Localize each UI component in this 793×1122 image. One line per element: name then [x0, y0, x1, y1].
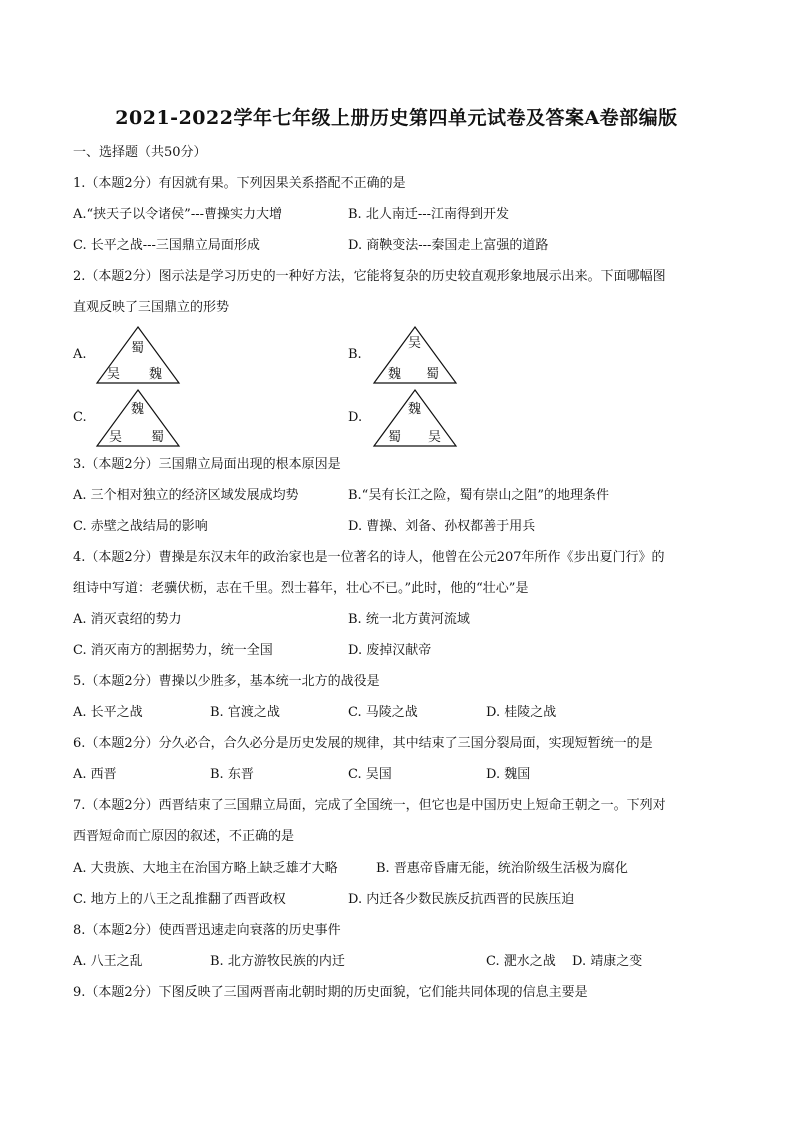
question-6-stem: 6.（本题2分）分久必合，合久必分是历史发展的规律，其中结束了三国分裂局面，实现短暂统一的是 [73, 736, 653, 751]
question-7-stem-line-1: 7.（本题2分）西晋结束了三国鼎立局面，完成了全国统一，但它也是中国历史上短命王朝之一。下列对 [73, 798, 666, 813]
q4-option-c[interactable]: C. 消灭南方的割据势力，统一全国 [73, 643, 273, 658]
q2-b-left-label: 魏 [388, 367, 402, 382]
q5-option-c[interactable]: C. 马陵之战 [348, 705, 418, 720]
q2-b-right-label: 蜀 [426, 367, 440, 382]
question-8-stem: 8.（本题2分）使西晋迅速走向衰落的历史事件 [73, 923, 341, 938]
question-2-stem-line-1: 2.（本题2分）图示法是学习历史的一种好方法，它能将复杂的历史较直观形象地展示出来。下面哪幅图 [73, 269, 666, 284]
q1-option-a[interactable]: A.“挟天子以令诸侯”---曹操实力大增 [73, 207, 282, 222]
q2-option-b-label[interactable]: B. [348, 347, 362, 362]
q2-d-left-label: 蜀 [388, 430, 402, 445]
q1-option-b[interactable]: B. 北人南迁---江南得到开发 [348, 207, 509, 222]
question-3-stem: 3.（本题2分）三国鼎立局面出现的根本原因是 [73, 457, 341, 472]
q8-option-c[interactable]: C. 淝水之战 [486, 954, 556, 969]
q2-option-a-label[interactable]: A. [73, 347, 87, 362]
q5-option-b[interactable]: B. 官渡之战 [210, 705, 280, 720]
q2-a-right-label: 魏 [149, 367, 163, 382]
q5-option-a[interactable]: A. 长平之战 [73, 705, 143, 720]
question-9-stem: 9.（本题2分）下图反映了三国两晋南北朝时期的历史面貌，它们能共同体现的信息主要是 [73, 985, 588, 1000]
q7-option-c[interactable]: C. 地方上的八王之乱推翻了西晋政权 [73, 892, 286, 907]
q3-option-d[interactable]: D. 曹操、刘备、孙权都善于用兵 [348, 519, 536, 534]
q2-option-c-label[interactable]: C. [73, 410, 87, 425]
q3-option-b[interactable]: B.“吴有长江之险，蜀有崇山之阻”的地理条件 [348, 488, 609, 503]
page-title: 2021-2022学年七年级上册历史第四单元试卷及答案A卷部编版 [115, 107, 678, 129]
question-1-stem: 1.（本题2分）有因就有果。下列因果关系搭配不正确的是 [73, 176, 406, 191]
question-4-stem-line-1: 4.（本题2分）曹操是东汉末年的政治家也是一位著名的诗人，他曾在公元207年所作《步出夏门行》的 [73, 550, 665, 565]
q2-a-left-label: 吴 [107, 367, 121, 382]
q2-a-top-label: 蜀 [131, 341, 145, 356]
q1-option-c[interactable]: C. 长平之战---三国鼎立局面形成 [73, 238, 260, 253]
q6-option-c[interactable]: C. 吴国 [348, 767, 392, 782]
q2-option-d-label[interactable]: D. [348, 410, 363, 425]
q2-d-top-label: 魏 [408, 402, 422, 417]
question-2-stem-line-2: 直观反映了三国鼎立的形势 [73, 300, 230, 315]
q5-option-d[interactable]: D. 桂陵之战 [486, 705, 557, 720]
q8-option-b[interactable]: B. 北方游牧民族的内迁 [210, 954, 345, 969]
q8-option-d[interactable]: D. 靖康之变 [572, 954, 643, 969]
q2-option-d-triangle-diagram[interactable] [372, 388, 458, 448]
q8-option-a[interactable]: A. 八王之乱 [73, 954, 143, 969]
q2-d-right-label: 吴 [428, 430, 442, 445]
q3-option-c[interactable]: C. 赤壁之战结局的影响 [73, 519, 208, 534]
q2-option-c-triangle-diagram[interactable] [95, 388, 181, 448]
question-5-stem: 5.（本题2分）曹操以少胜多，基本统一北方的战役是 [73, 674, 380, 689]
question-7-stem-line-2: 西晋短命而亡原因的叙述，不正确的是 [73, 829, 295, 844]
q7-option-a[interactable]: A. 大贵族、大地主在治国方略上缺乏雄才大略 [73, 861, 338, 876]
q2-c-left-label: 吴 [109, 430, 123, 445]
q2-b-top-label: 吴 [408, 336, 422, 351]
q2-option-a-triangle-diagram[interactable] [95, 325, 181, 385]
q1-option-d[interactable]: D. 商鞅变法---秦国走上富强的道路 [348, 238, 549, 253]
section-heading: 一、选择题（共50分） [73, 145, 207, 160]
q2-c-right-label: 蜀 [151, 430, 165, 445]
q4-option-a[interactable]: A. 消灭袁绍的势力 [73, 612, 182, 627]
q3-option-a[interactable]: A. 三个相对独立的经济区域发展成均势 [73, 488, 299, 503]
q7-option-d[interactable]: D. 内迁各少数民族反抗西晋的民族压迫 [348, 892, 575, 907]
q6-option-a[interactable]: A. 西晋 [73, 767, 117, 782]
q2-c-top-label: 魏 [131, 402, 145, 417]
q6-option-d[interactable]: D. 魏国 [486, 767, 531, 782]
question-4-stem-line-2: 组诗中写道：老骥伏枥，志在千里。烈士暮年，壮心不已。”此时，他的“壮心”是 [73, 581, 529, 596]
q2-option-b-triangle-diagram[interactable] [372, 325, 458, 385]
q6-option-b[interactable]: B. 东晋 [210, 767, 254, 782]
q7-option-b[interactable]: B. 晋惠帝昏庸无能，统治阶级生活极为腐化 [376, 861, 628, 876]
q4-option-b[interactable]: B. 统一北方黄河流域 [348, 612, 470, 627]
q4-option-d[interactable]: D. 废掉汉献帝 [348, 643, 432, 658]
